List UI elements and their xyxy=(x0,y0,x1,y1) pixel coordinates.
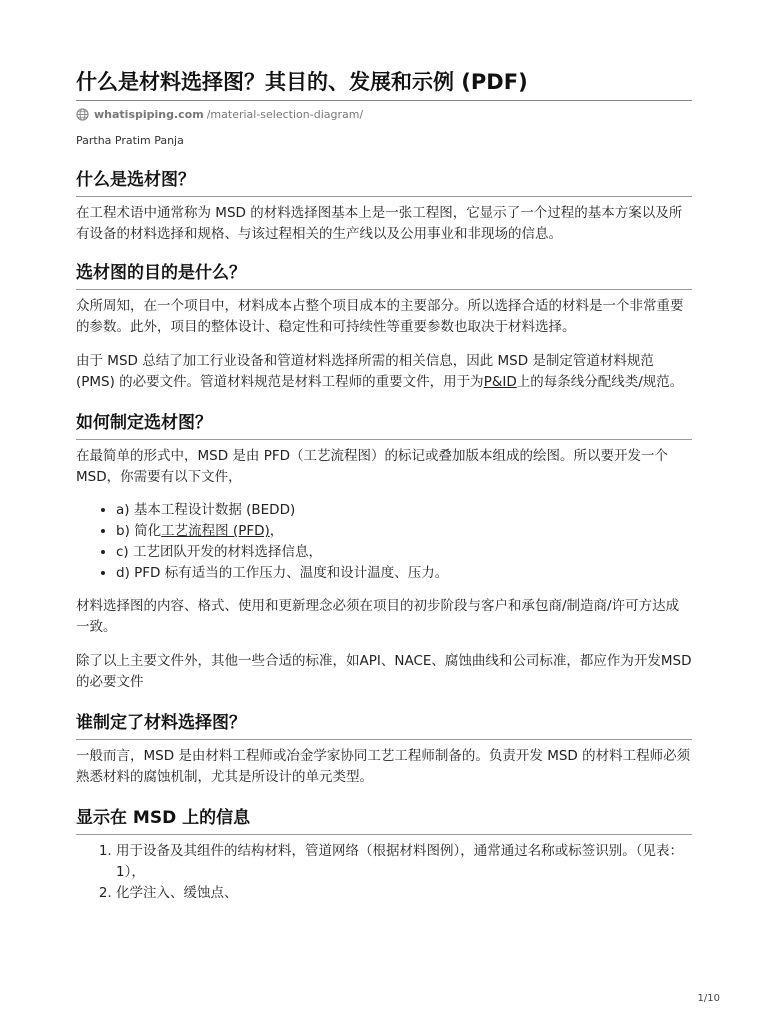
section-paragraph: 材料选择图的内容、格式、使用和更新理念必须在项目的初步阶段与客户和承包商/制造商/许可方达成一致。 xyxy=(76,598,680,635)
list-item: 1. 用于设备及其组件的结构材料，管道网络（根据材料图例），通常通过名称或标签识别。（见表：1）， xyxy=(116,841,692,883)
list-item: • c) 工艺团队开发的材料选择信息， xyxy=(116,542,692,563)
section-heading-purpose: 选材图的目的是什么？ xyxy=(76,261,692,290)
page-title: 什么是材料选择图？其目的、发展和示例 (PDF) xyxy=(76,68,692,101)
list-item: 2. 化学注入、缓蚀点、 xyxy=(116,883,692,904)
list-item-text: b) 简化 xyxy=(116,523,162,539)
list-item-text: ， xyxy=(269,523,284,539)
pfd-link[interactable]: 工艺流程图 (PFD) xyxy=(161,523,270,539)
section-heading-who: 谁制定了材料选择图？ xyxy=(76,711,692,740)
pid-link[interactable]: P&ID xyxy=(483,374,517,390)
section-paragraph: 除了以上主要文件外，其他一些合适的标准，如API、NACE、腐蚀曲线和公司标准，都应作为开发MSD的必要文件 xyxy=(76,653,692,690)
section-paragraph xyxy=(76,351,692,393)
section-paragraph: 众所周知，在一个项目中，材料成本占整个项目成本的主要部分。所以选择合适的材料是一个非常重要的参数。此外，项目的整体设计、稳定性和可持续性等重要参数也取决于材料选择。 xyxy=(76,298,684,335)
list-item: • a) 基本工程设计数据 (BEDD) xyxy=(116,500,692,521)
section-paragraph: 在工程术语中通常称为 MSD 的材料选择图基本上是一张工程图，它显示了一个过程的基本方案以及所有设备的材料选择和规格、与该过程相关的生产线以及公用事业和非现场的信息。 xyxy=(76,205,683,242)
source-path-link[interactable]: /material-selection-diagram/ xyxy=(206,107,364,121)
author-name: Partha Pratim Panja xyxy=(76,134,184,147)
numbered-list xyxy=(76,841,692,904)
list-item xyxy=(116,521,692,542)
source-line xyxy=(76,107,692,121)
source-domain-link[interactable]: whatispiping.com xyxy=(94,107,204,121)
section-heading-info-on-msd: 显示在 MSD 上的信息 xyxy=(76,806,692,835)
paragraph-text: 由于 MSD 总结了加工行业设备和管道材料选择所需的相关信息，因此 MSD 是制定管道材料规范 (PMS) 的必要文件。管道材料规范是材料工程师的重要文件，用于为 xyxy=(76,353,654,390)
section-heading-what-is: 什么是选材图？ xyxy=(76,168,692,197)
paragraph-text: 上的每条线分配线类/规范。 xyxy=(516,374,684,390)
globe-icon xyxy=(76,108,89,121)
list-item: • d) PFD 标有适当的工作压力、温度和设计温度、压力。 xyxy=(116,563,692,584)
section-heading-how-to: 如何制定选材图？ xyxy=(76,411,692,440)
page-number: 1/10 xyxy=(697,993,720,1004)
document-page xyxy=(76,58,692,904)
document-list xyxy=(76,500,692,584)
section-paragraph: 在最简单的形式中，MSD 是由 PFD（工艺流程图）的标记或叠加版本组成的绘图。所以要开发一个 MSD，你需要有以下文件， xyxy=(76,448,668,485)
section-paragraph: 一般而言，MSD 是由材料工程师或冶金学家协同工艺工程师制备的。负责开发 MSD 的材料工程师必须熟悉材料的腐蚀机制，尤其是所设计的单元类型。 xyxy=(76,748,691,785)
